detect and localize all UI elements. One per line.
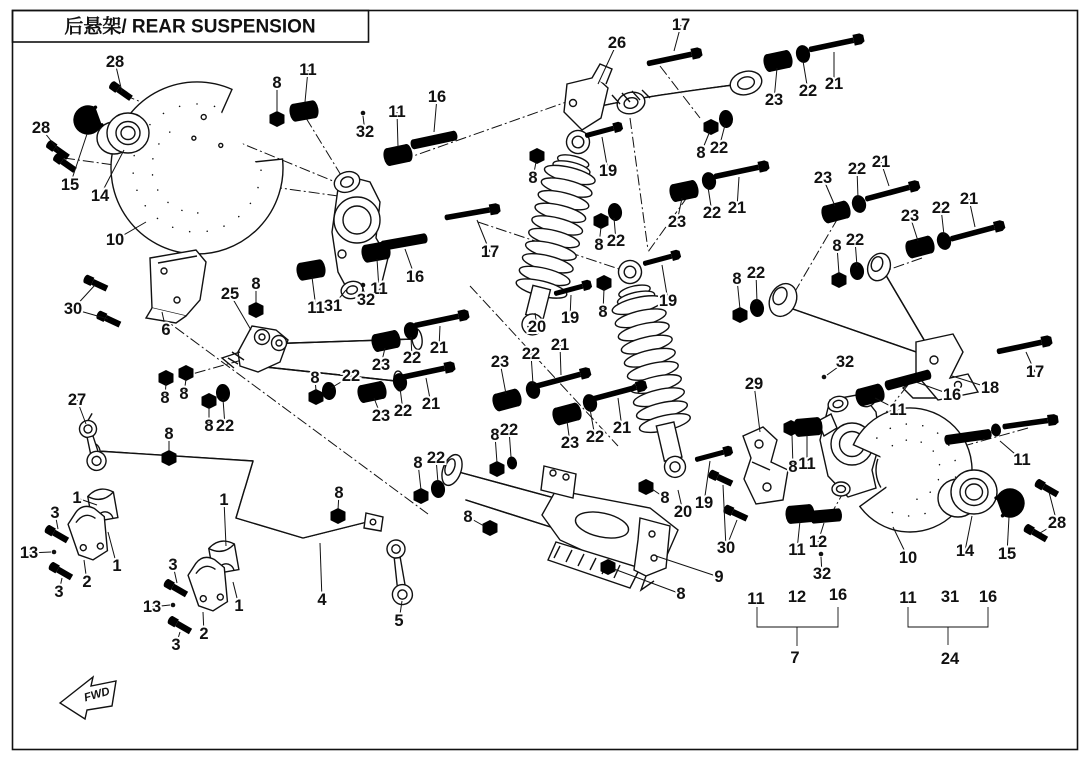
callout-label: 31 <box>940 588 960 606</box>
callout-label: 2 <box>199 625 209 643</box>
callout-label: 8 <box>696 144 706 162</box>
shock-absorber-left <box>505 125 606 341</box>
callout-label: 22 <box>845 231 865 249</box>
callout-label: 13 <box>142 598 162 616</box>
callout-label: 10 <box>105 231 125 249</box>
lower-arm-right <box>764 250 978 400</box>
shock-absorber-right <box>602 255 703 483</box>
callout-label: 22 <box>931 199 951 217</box>
callout-label: 20 <box>527 318 547 336</box>
callout-label: 23 <box>490 353 510 371</box>
callout-label: 32 <box>355 123 375 141</box>
callout-label: 17 <box>480 243 500 261</box>
callout-label: 22 <box>702 204 722 222</box>
callout-label: 23 <box>371 407 391 425</box>
callout-label: 21 <box>727 199 747 217</box>
callout-label: 8 <box>676 585 686 603</box>
callout-label: 8 <box>204 417 214 435</box>
page-title: 后悬架/ REAR SUSPENSION <box>64 16 316 38</box>
caliper-adapter <box>743 427 788 504</box>
callout-label: 28 <box>105 53 125 71</box>
callout-label: 22 <box>402 349 422 367</box>
callout-label: 8 <box>463 508 473 526</box>
callout-label: 5 <box>394 612 404 630</box>
callout-label: 1 <box>234 597 244 615</box>
callout-label: 8 <box>528 169 538 187</box>
callout-label: 32 <box>812 565 832 583</box>
callout-label: 17 <box>671 16 691 34</box>
callout-label: 8 <box>179 385 189 403</box>
callout-label: 8 <box>334 484 344 502</box>
callout-label: 32 <box>356 291 376 309</box>
callout-label: 17 <box>1025 363 1045 381</box>
callout-label: 22 <box>746 264 766 282</box>
callout-label: 20 <box>673 503 693 521</box>
callout-label: 8 <box>251 275 261 293</box>
wheel-bearing-left <box>97 113 149 154</box>
callout-label: 18 <box>980 379 1000 397</box>
callout-label: 8 <box>732 270 742 288</box>
callout-label: 11 <box>747 590 765 608</box>
callout-label: 19 <box>694 494 714 512</box>
callout-label: 8 <box>160 389 170 407</box>
callout-label: 3 <box>54 583 64 601</box>
callout-label: 21 <box>824 75 844 93</box>
callout-label: 11 <box>299 61 317 79</box>
callout-label: 16 <box>427 88 447 106</box>
callout-label: 13 <box>19 544 39 562</box>
callout-label: 15 <box>60 176 80 194</box>
callout-label: 3 <box>171 636 181 654</box>
callout-label: 21 <box>959 190 979 208</box>
callout-label: 16 <box>942 386 962 404</box>
callout-label: 11 <box>370 280 388 298</box>
callout-label: 3 <box>50 504 60 522</box>
callout-label: 11 <box>388 103 406 121</box>
callout-label: 22 <box>585 428 605 446</box>
callout-label: 1 <box>219 491 229 509</box>
callout-label: 22 <box>847 160 867 178</box>
callout-label: 21 <box>612 419 632 437</box>
callout-label: 14 <box>955 542 975 560</box>
callout-label: 22 <box>426 449 446 467</box>
callout-label: 23 <box>371 356 391 374</box>
callout-label: 15 <box>997 545 1017 563</box>
callout-label: 16 <box>405 268 425 286</box>
callout-label: 9 <box>714 568 724 586</box>
stabilizer-link-left <box>75 413 108 472</box>
callout-label: 22 <box>215 417 235 435</box>
fwd-label: FWD <box>82 685 112 705</box>
callout-label: 30 <box>716 539 736 557</box>
callout-label: 8 <box>598 303 608 321</box>
callout-label: 22 <box>341 367 361 385</box>
callout-label: 24 <box>940 650 960 668</box>
callout-label: 11 <box>798 455 816 473</box>
callout-label: 16 <box>828 586 848 604</box>
callout-label: 12 <box>808 533 828 551</box>
callout-label: 28 <box>1047 514 1067 532</box>
callout-label: 22 <box>798 82 818 100</box>
callout-label: 21 <box>550 336 570 354</box>
callout-label: 8 <box>660 489 670 507</box>
callout-label: 28 <box>31 119 51 137</box>
callout-label: 22 <box>606 232 626 250</box>
stabilizer-link-right <box>385 539 414 606</box>
callout-label: 23 <box>900 207 920 225</box>
callout-label: 25 <box>220 285 240 303</box>
circlip-right <box>993 484 1029 521</box>
upper-arm-right <box>564 64 764 130</box>
callout-label: 22 <box>499 421 519 439</box>
callout-label: 8 <box>832 237 842 255</box>
callout-label: 8 <box>490 426 500 444</box>
callout-label: 2 <box>82 573 92 591</box>
callout-label: 8 <box>413 454 423 472</box>
callout-label: 21 <box>429 339 449 357</box>
fwd-arrow <box>60 677 116 719</box>
callout-label: 26 <box>607 34 627 52</box>
callout-label: 22 <box>709 139 729 157</box>
callout-label: 11 <box>1013 451 1031 469</box>
callout-label: 11 <box>889 401 907 419</box>
callout-label: 10 <box>898 549 918 567</box>
callout-label: 16 <box>978 588 998 606</box>
callout-label: 8 <box>310 369 320 387</box>
callout-label: 22 <box>521 345 541 363</box>
callout-label: 3 <box>168 556 178 574</box>
callout-label: 8 <box>164 425 174 443</box>
callout-label: 23 <box>813 169 833 187</box>
callout-label: 21 <box>421 395 441 413</box>
callout-label: 19 <box>658 292 678 310</box>
shield-bracket <box>146 250 206 323</box>
callout-label: 6 <box>161 321 171 339</box>
callout-label: 8 <box>594 236 604 254</box>
callout-label: 22 <box>393 402 413 420</box>
callout-label: 1 <box>72 489 82 507</box>
callout-label: 8 <box>788 458 798 476</box>
callout-label: 30 <box>63 300 83 318</box>
callout-label: 29 <box>744 375 764 393</box>
callout-label: 27 <box>67 391 87 409</box>
callout-label: 21 <box>871 153 891 171</box>
brake-disc-left <box>102 73 291 262</box>
callout-label: 19 <box>560 309 580 327</box>
callout-label: 1 <box>112 557 122 575</box>
callout-label: 11 <box>899 589 917 607</box>
callout-label: 8 <box>272 74 282 92</box>
callout-label: 23 <box>560 434 580 452</box>
callout-label: 19 <box>598 162 618 180</box>
callout-label: 23 <box>667 213 687 231</box>
callout-label: 32 <box>835 353 855 371</box>
callout-label: 12 <box>787 588 807 606</box>
callout-label: 23 <box>764 91 784 109</box>
callout-label: 4 <box>317 591 327 609</box>
callout-label: 11 <box>307 299 325 317</box>
callout-label: 7 <box>790 649 800 667</box>
callout-label: 31 <box>323 297 343 315</box>
callout-label: 11 <box>788 541 806 559</box>
callout-label: 14 <box>90 187 110 205</box>
group-braces <box>757 607 988 646</box>
